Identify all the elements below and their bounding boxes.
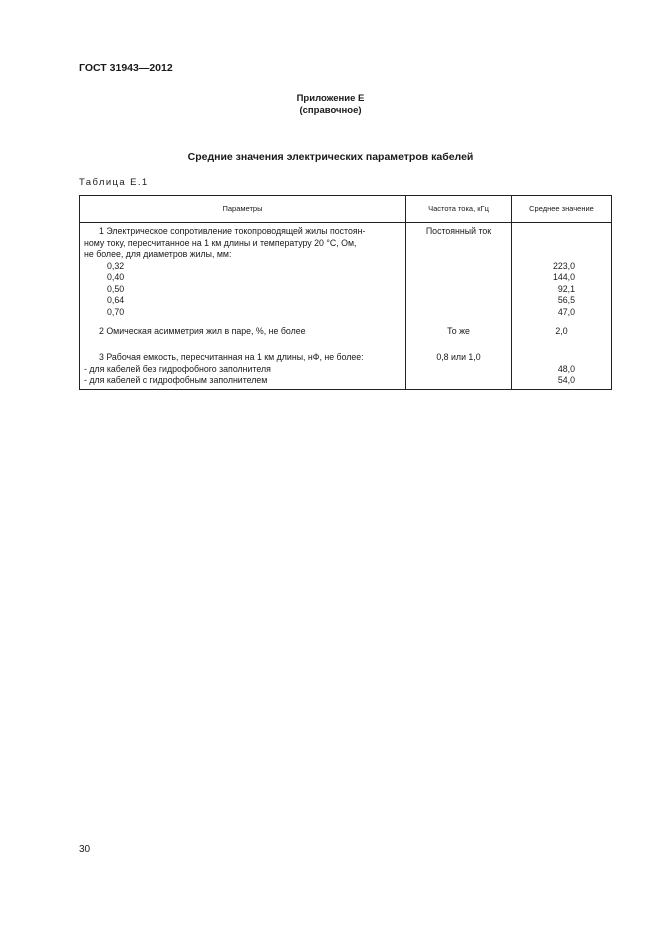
resistance-value: 56,5	[557, 295, 575, 305]
resistance-value: 223,0	[552, 260, 575, 271]
appendix-heading	[0, 93, 661, 117]
row1-frequency: Постоянный ток	[425, 226, 492, 236]
row1-text-line: не более, для диаметров жилы, мм:	[84, 249, 232, 259]
row3-text: 3 Рабочая емкость, пересчитанная на 1 км длины, нФ, не более:	[99, 352, 364, 362]
appendix-title: Приложение Е	[296, 93, 365, 104]
capacitance-value: 54,0	[557, 375, 575, 385]
diameter-value: 0,40	[107, 272, 125, 282]
diameter-value: 0,32	[107, 260, 125, 271]
page-number: 30	[79, 844, 91, 855]
document-code: ГОСТ 31943—2012	[79, 62, 173, 74]
column-header-frequency: Частота тока, кГц	[428, 204, 489, 213]
resistance-value: 47,0	[557, 306, 575, 317]
capacitance-value: 48,0	[557, 363, 575, 374]
row3-item: - для кабелей без гидрофобного заполнителя	[84, 363, 271, 374]
document-title: Средние значения электрических параметров кабелей	[187, 151, 474, 163]
column-header-average: Среднее значение	[529, 204, 594, 213]
resistance-value: 144,0	[552, 272, 575, 282]
resistance-value: 92,1	[557, 283, 575, 294]
row2-value: 2,0	[555, 326, 568, 336]
appendix-subtitle: (справочное)	[299, 105, 362, 116]
diameter-value: 0,70	[107, 306, 125, 317]
row2-text: 2 Омическая асимметрия жил в паре, %, не более	[99, 326, 306, 336]
row1-text-line: ному току, пересчитанное на 1 км длины и температуру 20 °С, Ом,	[84, 237, 357, 248]
parameters-table	[79, 195, 612, 390]
row2-frequency: То же	[447, 326, 470, 336]
column-header-parameters: Параметры	[222, 204, 263, 213]
row1-text-line: 1 Электрическое сопротивление токопроводящей жилы постоян-	[99, 226, 366, 236]
diameter-value: 0,64	[107, 295, 125, 305]
table-label: Таблица Е.1	[79, 177, 149, 188]
row3-item: - для кабелей с гидрофобным заполнителем	[84, 375, 268, 385]
row3-frequency: 0,8 или 1,0	[436, 352, 481, 362]
table-header-row	[80, 196, 611, 223]
diameter-value: 0,50	[107, 283, 125, 294]
